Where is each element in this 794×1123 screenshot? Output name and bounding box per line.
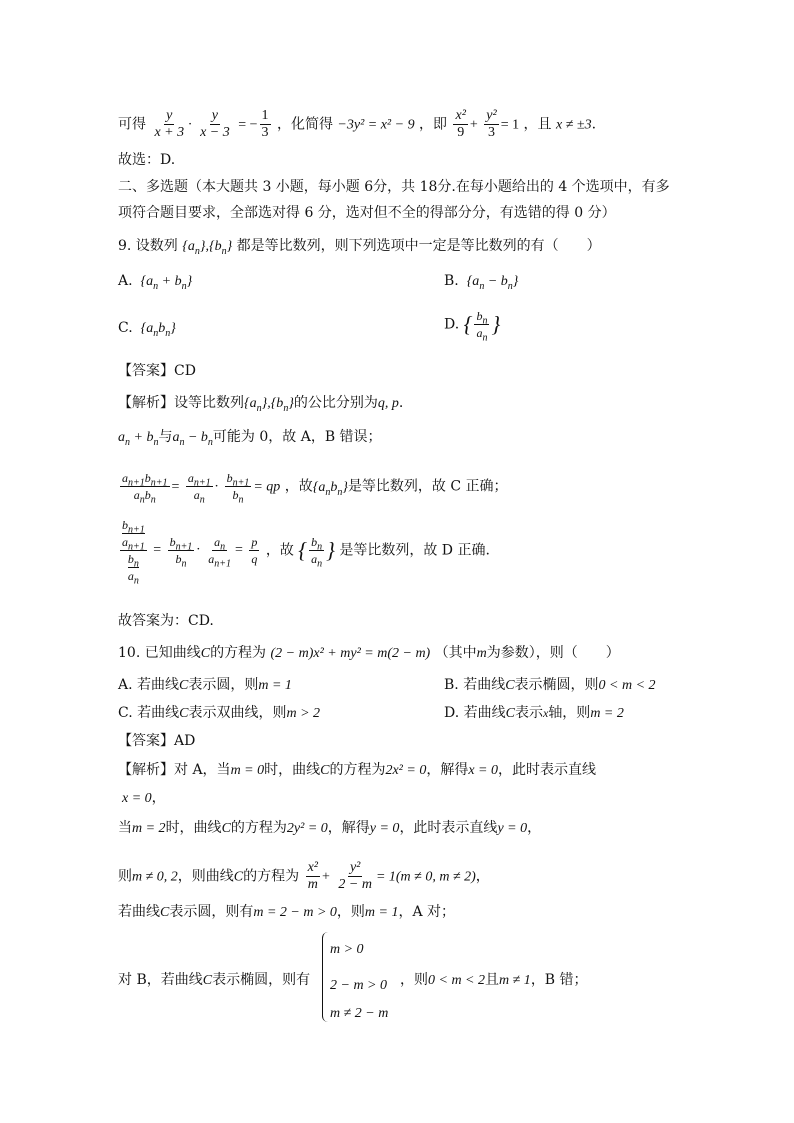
- fraction: $\frac{y}{x + 3}$: [154, 108, 185, 140]
- text: 表示椭圆，则: [514, 677, 599, 693]
- q9-answer: 【答案】CD: [118, 363, 196, 379]
- q10-option-d: D. 若曲线C表示x轴，则m = 2: [444, 705, 624, 721]
- text: 可能为 0，故 A，B 错误；: [212, 429, 382, 445]
- text: ，则曲线: [177, 868, 234, 885]
- section-title-2: 项符合题目要求，全部选对得 6 分，选对但不全的得部分分，有选错的得 0 分）: [118, 205, 616, 221]
- text: 的方程为: [230, 820, 287, 836]
- text: ，此时表示直线: [399, 820, 498, 836]
- text: 是等比数列，故 C 正确；: [347, 478, 508, 495]
- text: 可得: [118, 116, 146, 133]
- line-1: 可得 $\frac{y}{x + 3}$ · $\frac{y}{x - 3}$ = − $\frac{1}{3}$ ，化简得 −3y² = x² − 9 ，即 $\frac{\text{x²}}{9}$ + $\frac{\text{y²}}{3}$ = 1 ，且 x ≠ ±3.: [118, 108, 597, 140]
- text: 对 A，当: [174, 762, 231, 778]
- text: 9. 设数列: [118, 238, 178, 254]
- text: 10. 已知曲线: [118, 645, 201, 661]
- q10-analysis-2: 当m = 2时，曲线C的方程为2y² = 0，解得y = 0，此时表示直线y = 0，: [118, 820, 542, 836]
- text: C.: [118, 320, 133, 336]
- text: ，且: [523, 116, 552, 133]
- text: B. 若曲线: [444, 677, 506, 693]
- text: ，则: [336, 904, 365, 920]
- q9-option-b: B. $\{a_n - b_n\}$: [444, 273, 519, 292]
- q9-analysis-1: 【解析】设等比数列$\{a_n\},\{b_n\}$的公比分别为q, p.: [118, 395, 404, 414]
- fraction: $\frac{\text{y²}}{3}$: [486, 108, 497, 140]
- text: 的方程为: [329, 762, 386, 778]
- q10-analysis-1b: x = 0，: [122, 790, 166, 806]
- text: 设等比数列: [174, 395, 244, 411]
- text: ，此时表示直线: [498, 762, 596, 778]
- answer-prev: 故选：D.: [118, 152, 176, 168]
- text: 对 B，若曲线: [118, 972, 203, 988]
- text: ，即: [419, 116, 448, 133]
- equation: −3y² = x² − 9: [337, 117, 415, 133]
- case-1: m > 0: [330, 942, 364, 957]
- text: ，B 错；: [530, 972, 588, 988]
- fraction: $\frac{\text{x²}}{9}$: [455, 108, 466, 140]
- text: ，化简得: [276, 116, 333, 133]
- text: 表示: [514, 705, 543, 721]
- q10-option-a: A. 若曲线C表示圆，则m = 1: [118, 677, 292, 693]
- q9-analysis-2: $a_n + b_n$与$a_n - b_n$可能为 0，故 A，B 错误；: [118, 429, 382, 448]
- text: 表示椭圆，则有: [212, 972, 311, 988]
- q10-analysis-4: 若曲线C表示圆，则有m = 2 − m > 0，则m = 1，A 对；: [118, 904, 456, 920]
- q10-analysis-5: 对 B，若曲线C表示椭圆，则有: [118, 972, 311, 988]
- text: 表示圆，则有: [169, 904, 254, 920]
- q10-analysis-5b: ，则0 < m < 2且m ≠ 1，B 错；: [400, 972, 588, 988]
- equation: x ≠ ±3: [556, 117, 592, 133]
- text: ，解得: [426, 762, 469, 778]
- text: 当: [118, 820, 132, 836]
- text: C. 若曲线: [118, 705, 180, 721]
- text: 【解析】: [118, 395, 174, 411]
- q10-answer: 【答案】AD: [118, 733, 196, 749]
- text: 轴，则: [548, 705, 591, 721]
- q10-option-b: B. 若曲线C表示椭圆，则0 < m < 2: [444, 677, 656, 693]
- text: 为参数），则（ ）: [486, 645, 620, 661]
- text: B.: [444, 273, 459, 289]
- fraction: $\frac{1}{3}$: [261, 108, 269, 140]
- text: ，A 对；: [398, 904, 456, 920]
- text: 表示双曲线，则: [188, 705, 287, 721]
- fraction: $\frac{b_n}{a_n}$: [476, 309, 488, 344]
- text: A.: [118, 273, 133, 289]
- q9-analysis-4: $b_{n+1}$ $a_{n+1}$ $b_n$ $a_n$ = $\frac{b_{n+1}}{b_n}$ · $\frac{a_n}{a_{n+1}}$ = $\frac{p}{q}$ ，故 { $\frac{b_n}{a_n}$ } 是等比数列，故 D 正确.: [122, 518, 490, 587]
- text: 则: [118, 868, 132, 885]
- text: 的方程为: [210, 645, 267, 661]
- text: （其中: [434, 645, 477, 661]
- case-3: m ≠ 2 − m: [330, 1006, 389, 1021]
- q10-analysis-3: 则m ≠ 0, 2，则曲线C的方程为 $\frac{\text{x²}}{m}$ + $\frac{\text{y²}}{2 - m}$ = 1(m ≠ 0, m ≠ 2)，: [118, 860, 490, 892]
- fraction: $\frac{y}{x - 3}$: [200, 108, 230, 140]
- q9-option-d: D. { $\frac{b_n}{a_n}$ }: [444, 309, 501, 344]
- text: 都是等比数列，则下列选项中一定是等比数列的有（ ）: [236, 238, 601, 254]
- text: 的方程为: [243, 868, 300, 885]
- case-2: 2 − m > 0: [330, 978, 388, 993]
- text: ，故: [265, 542, 294, 559]
- text: 时，曲线: [165, 820, 222, 836]
- q10-analysis-1: 【解析】对 A，当m = 0时，曲线C的方程为2x² = 0，解得x = 0，此时表示直线: [118, 762, 596, 778]
- text: 时，曲线: [264, 762, 321, 778]
- text: D.: [444, 316, 460, 333]
- text: A. 若曲线: [118, 677, 180, 693]
- text: ，则: [400, 972, 428, 988]
- q9-stem: 9. 设数列 $\{a_n\},\{b_n\}$ 都是等比数列，则下列选项中一定是等比数列的有（ ）: [118, 238, 601, 257]
- text: 是等比数列，故 D 正确.: [339, 542, 490, 559]
- q10-option-c: C. 若曲线C表示双曲线，则m > 2: [118, 705, 321, 721]
- text: 【解析】: [118, 762, 174, 778]
- q9-option-a: A. $\{a_n + b_n\}$: [118, 273, 193, 292]
- q9-analysis-3: $\frac{a_{n+1}b_{n+1}}{a_nb_n}$ = $\frac{a_{n+1}}{a_n}$ · $\frac{b_{n+1}}{b_n}$ = qp ，故$\{a_nb_n\}$是等比数列，故 C 正确；: [122, 471, 508, 506]
- text: D. 若曲线: [444, 705, 506, 721]
- text: ，解得: [327, 820, 370, 836]
- text: 若曲线: [118, 904, 160, 920]
- text: ，故: [284, 478, 313, 495]
- text: 的公比分别为: [293, 395, 378, 411]
- text: 且: [485, 972, 500, 988]
- q9-option-c: C. $\{a_nb_n\}$: [118, 320, 176, 339]
- section-title: 二、多选题（本大题共 3 小题，每小题 6分，共 18分.在每小题给出的 4 个选项中，有多: [118, 179, 670, 195]
- q9-final: 故答案为：CD.: [118, 613, 214, 629]
- q10-stem: 10. 已知曲线C的方程为 (2 − m)x² + my² = m(2 − m) （其中m为参数），则（ ）: [118, 645, 620, 661]
- text: 表示圆，则: [188, 677, 259, 693]
- text: 与: [158, 429, 173, 445]
